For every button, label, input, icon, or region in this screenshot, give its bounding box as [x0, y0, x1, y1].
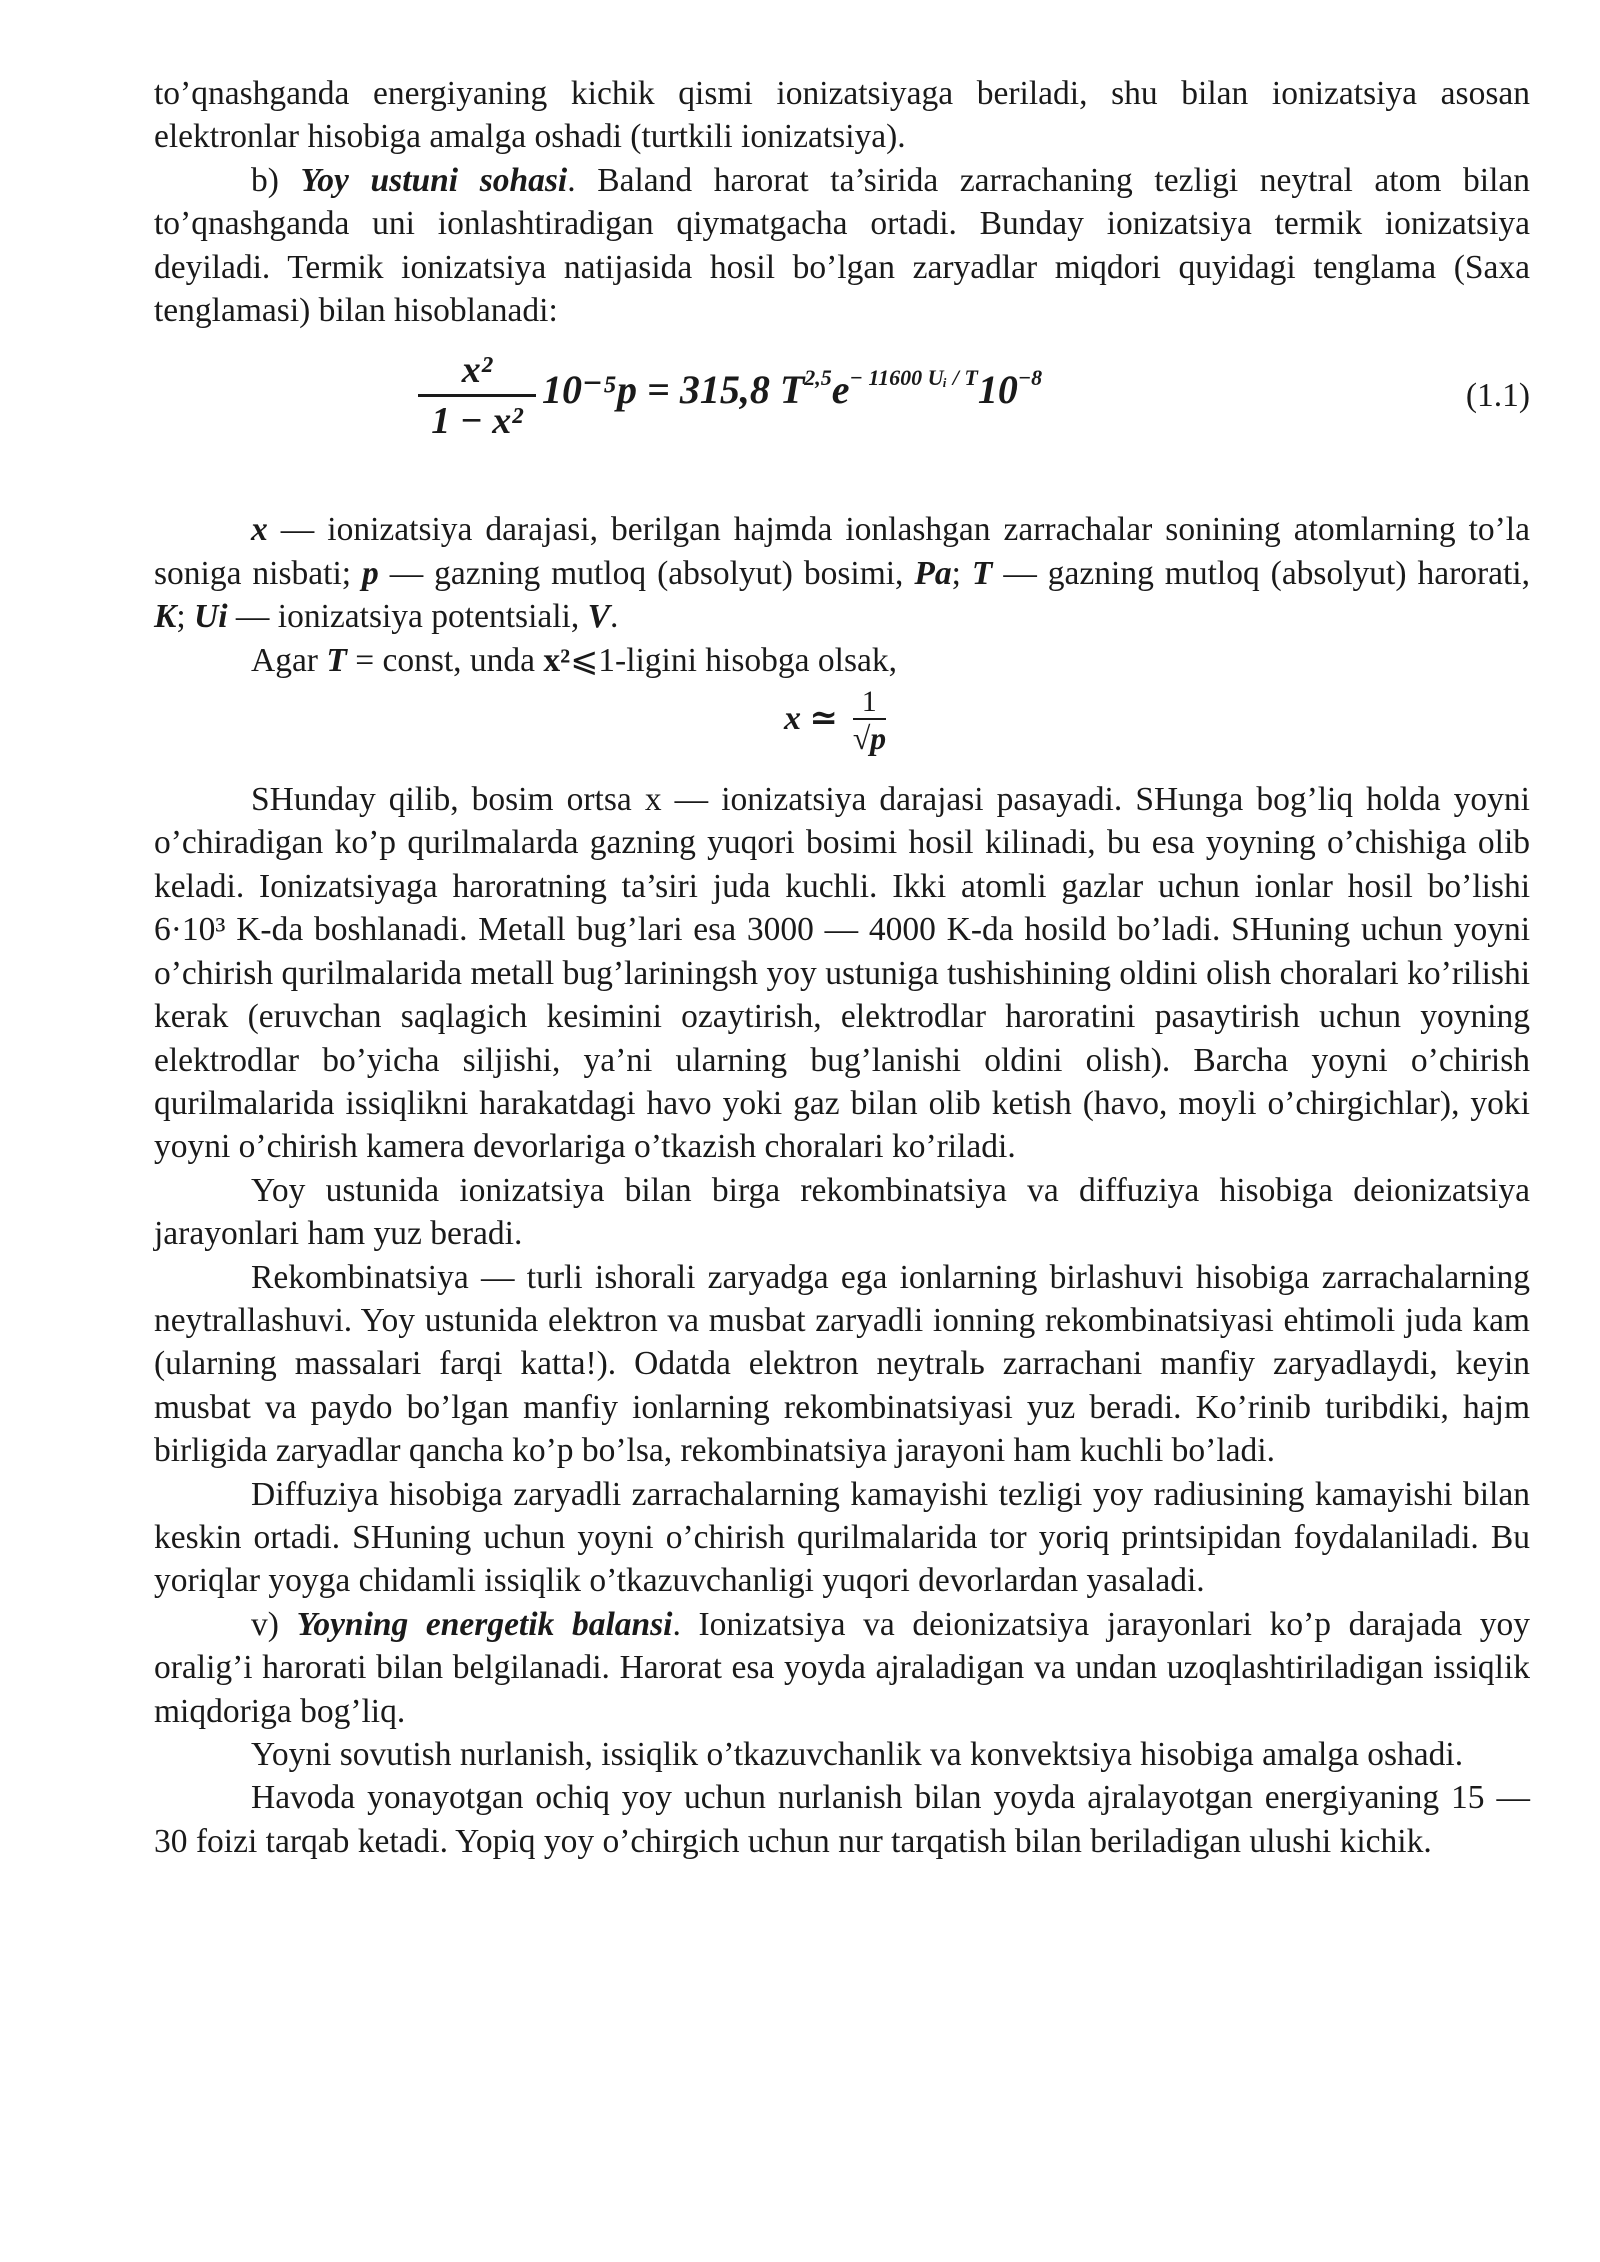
text: ⩽1-ligini hisobga olsak,: [570, 641, 897, 679]
var-x-squared: x²: [543, 641, 571, 679]
equation-number: (1.1): [1465, 377, 1530, 415]
paragraph-4: [154, 639, 1530, 682]
var-p: p: [362, 554, 379, 592]
t-exponent: 2,5: [804, 365, 832, 391]
formula-rhs-main: 10⁻⁵p = 315,8 T: [542, 367, 805, 413]
var-t: T: [971, 554, 993, 592]
unit-pa: Pa: [914, 554, 952, 592]
unit-v: V: [587, 598, 610, 636]
approx-fraction: [853, 686, 887, 756]
paragraph-3: [154, 508, 1530, 638]
saha-equation: [418, 342, 1318, 460]
paragraph-2-text: . Baland harorat ta’sirida zarrachaning tezligi neytral atom bilan to’qnashganda uni ionlashtiradigan qiymatgacha ortadi. Bunday ionizatsiya termik ionizatsiya deyiladi. Termik ionizatsiya natijasida hosil bo’lgan zaryadlar miqdori quyidagi tenglama (Saxa tenglamasi) bilan hisoblanadi:: [154, 161, 1531, 330]
text: ;: [951, 554, 972, 592]
text: Agar: [251, 641, 327, 679]
paragraph-9-text: . Ionizatsiya va deionizatsiya jarayonlari ko’p darajada yoy oralig’i harorati bilan belgilanadi. Harorat esa yoyda ajraladigan va undan uzoqlashtiriladigan issiqlik miqdoriga bog’liq.: [154, 1605, 1530, 1730]
paragraph-5: SHunday qilib, bosim ortsa x — ionizatsiya darajasi pasayadi. SHunga bog’liq holda yoyni o’chiradigan ko’p qurilmalarda gazning yuqori bosimi hosil kilinadi, bu esa yoyning o’chishiga olib keladi. Ionizatsiyaga haroratning ta’siri juda kuchli. Ikki atomli gazlar uchun ionlar hosil bo’lishi 6·10³ K-da boshlanadi. Metall bug’lari esa 3000 — 4000 K-da hosild bo’ladi. SHuning uchun yoyni o’chirish qurilmalarida metall bug’lariningsh yoy ustuniga tushishining oldini olish choralari ko’rilishi kerak (eruvchan saqlagich kesimini ozaytirish, elektrodlar haroratini pasaytirish uchun yoyning elektrodlar bo’yicha siljishi, ya’ni ularning bug’lanishi oldini olish). Barcha yoyni o’chirish qurilmalarida issiqlikni harakatdagi havo yoki gaz bilan olib ketish (havo, moyli o’chirgichlar), yoki yoyni o’chirish kamera devorlariga o’tkazish choralari ko’riladi.: [154, 781, 1530, 1166]
text: .: [609, 598, 619, 636]
formula-1-1: [154, 342, 1530, 460]
fraction-bar: [418, 394, 536, 397]
e-exponent: − 11600 Uᵢ / T: [849, 365, 978, 391]
text: — ionizatsiya darajasi, berilgan hajmda ionlashgan zarrachalar sonining atomlarning to’la soniga nisbati;: [154, 511, 1530, 592]
paragraph-8: Diffuziya hisobiga zaryadli zarrachalarning kamayishi tezligi yoy radiusining kamayishi bilan keskin ortadi. SHuning uchun yoyni o’chirish qurilmalarida tor yoriq printsipidan foydalaniladi. Bu yoriqlar yoyga chidamli issiqlik o’tkazuvchanligi yuqori devorlardan yasaladi.: [154, 1475, 1530, 1600]
paragraph-2: [154, 159, 1530, 333]
paragraph-7: Rekombinatsiya — turli ishorali zaryadga ega ionlarning birlashuvi hisobiga zarrachalarning neytrallashuvi. Yoy ustunida elektron va musbat zaryadli ionning rekombinatsiyasi ehtimoli juda kam (ularning massalari farqi katta!). Odatda elektron neytralь zarrachani manfiy zaryadlaydi, keyin musbat va paydo bo’lgan manfiy ionlarning rekombinatsiyasi yuz beradi. Ko’rinib turibdiki, hajm birligida zaryadlar qancha ko’p bo’lsa, rekombinatsiya jarayoni ham kuchli bo’ladi.: [154, 1258, 1530, 1470]
formula-fraction: [418, 350, 536, 441]
formula-rhs: [542, 365, 1043, 413]
approx-expression: [784, 686, 886, 756]
text: = const, unda: [346, 641, 544, 679]
fraction-denominator: 1 − x²: [431, 400, 523, 443]
paragraph-6: Yoy ustunida ionizatsiya bilan birga rekombinatsiya va diffuziya hisobiga deionizatsiya jarayonlari ham yuz beradi.: [154, 1171, 1530, 1253]
approx-lhs: x ≃: [784, 699, 838, 737]
var-t: T: [326, 641, 347, 679]
text: — gazning mutloq (absolyut) harorati,: [992, 554, 1530, 592]
document-page: [154, 72, 1530, 1863]
paragraph-10: Yoyni sovutish nurlanish, issiqlik o’tkazuvchanlik va konvektsiya hisobiga amalga oshadi.: [251, 1736, 1464, 1773]
text: ;: [176, 598, 195, 636]
section-heading-yoy-ustuni: Yoy ustuni sohasi: [300, 161, 568, 199]
section-heading-energetik-balans: Yoyning energetik balansi: [296, 1605, 673, 1643]
text: — ionizatsiya potentsiali,: [227, 598, 588, 636]
var-x: x: [251, 511, 268, 549]
formula-tail: 10: [977, 367, 1018, 413]
approx-denominator: √p: [852, 720, 887, 757]
var-ui: Ui: [194, 598, 228, 636]
text: — gazning mutloq (absolyut) bosimi,: [378, 554, 915, 592]
fraction-numerator: x²: [461, 349, 493, 392]
paragraph-11: Havoda yonayotgan ochiq yoy uchun nurlanish bilan yoyda ajralayotgan energiyaning 15 — 30 foizi tarqab ketadi. Yopiq yoy o’chirgich uchun nur tarqatish bilan beriladigan ulushi kichik.: [154, 1779, 1530, 1860]
unit-k: K: [154, 598, 177, 636]
approx-numerator: 1: [861, 685, 877, 719]
list-marker: b): [251, 161, 301, 199]
formula-approx: [154, 686, 1530, 766]
paragraph-1: to’qnashganda energiyaning kichik qismi ionizatsiyaga beriladi, shu bilan ionizatsiya asosan elektronlar hisobiga amalga oshadi (turtkili ionizatsiya).: [154, 75, 1530, 156]
paragraph-9: [154, 1603, 1530, 1733]
e-symbol: e: [831, 367, 850, 413]
list-marker: v): [251, 1605, 297, 1643]
tail-exponent: −8: [1017, 365, 1043, 391]
